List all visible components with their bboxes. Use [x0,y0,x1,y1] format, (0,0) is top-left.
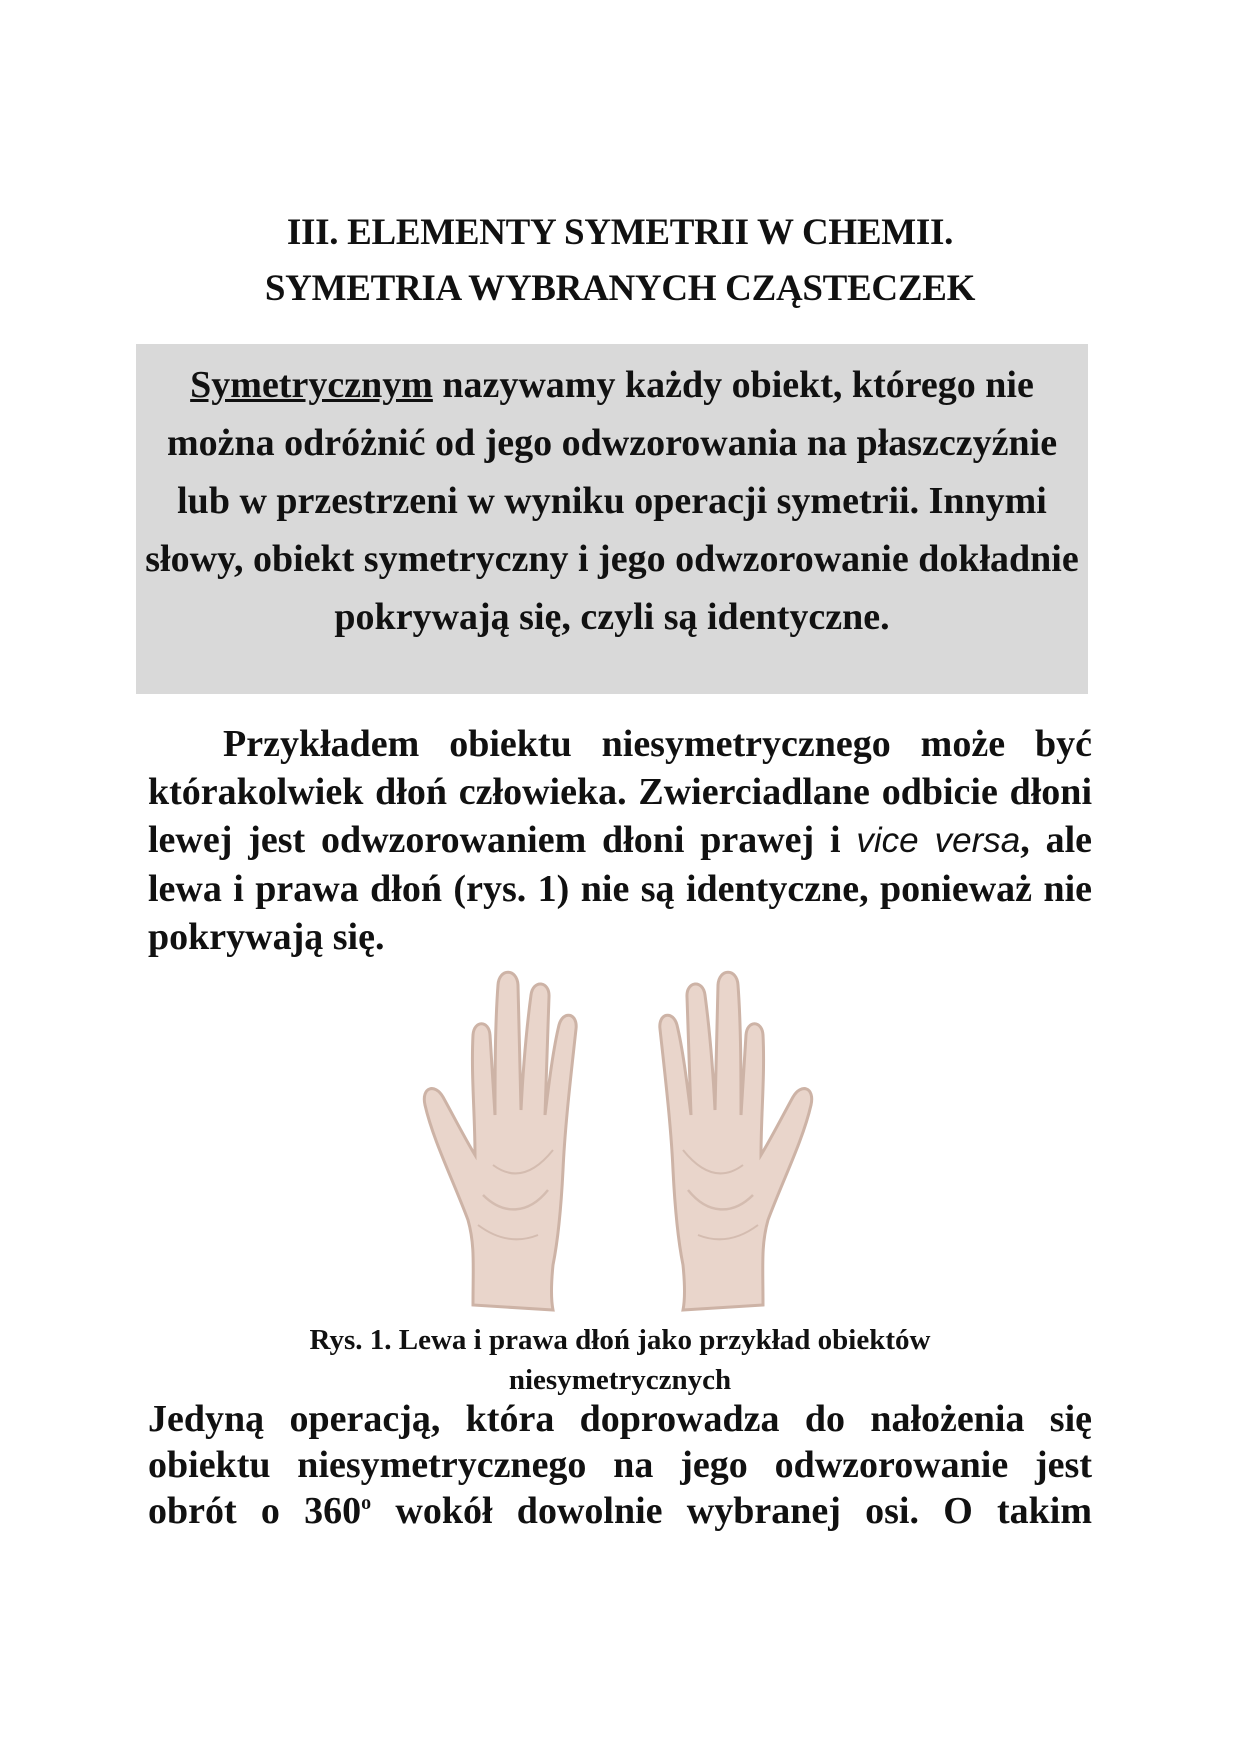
definition-text [136,356,1088,646]
paragraph-2-line-1: Jedyną operacją, która doprowadza do nałożenia się [148,1398,1092,1440]
paragraph-2-line-3-b: wokół dowolnie wybranej osi. O takim [371,1490,1093,1532]
definition-body: nazywamy każdy obiekt, którego nie można odróżnić od jego odwzorowania na płaszczyźnie lub w przestrzeni w wyniku operacji symetrii. Innymi słowy, obiekt symetryczny i jego odwzorowanie dokładnie pokrywają się, czyli są identyczne. [145,364,1079,638]
figure-caption: Rys. 1. Lewa i prawa dłoń jako przykład obiektów niesymetrycznych [309,1324,931,1396]
chapter-title [150,205,1090,317]
paragraph-rotation-operation [148,1396,1092,1534]
chapter-title-line-2: SYMETRIA WYBRANYCH CZĄSTECZEK [264,268,976,309]
right-hand-icon [660,972,812,1310]
degree-superscript: o [361,1492,372,1514]
paragraph-2-line-3-a: obrót o 360 [148,1490,362,1532]
definition-term: Symetrycznym [190,364,433,406]
chapter-title-line-1: III. ELEMENTY SYMETRII W CHEMII. [286,212,954,253]
paragraph-1-italic: vice versa [856,821,1021,860]
paragraph-2-line-3 [148,1488,1092,1534]
hands-illustration-icon [418,965,818,1315]
left-hand-icon [424,972,576,1310]
paragraph-2-line-2: obiektu niesymetrycznego na jego odwzorowanie jest [148,1444,1092,1486]
paragraph-asymmetric-example [148,720,1092,961]
paragraph-1-part-2: , ale lewa i prawa dłoń (rys. 1) nie są identyczne, ponieważ nie pokrywają się. [148,819,1092,958]
paragraph-1-part-1: Przykładem obiektu niesymetrycznego może być którakolwiek dłoń człowieka. Zwierciadlane odbicie dłoni lewej jest odwzorowaniem dłoni prawej i [148,723,1092,861]
